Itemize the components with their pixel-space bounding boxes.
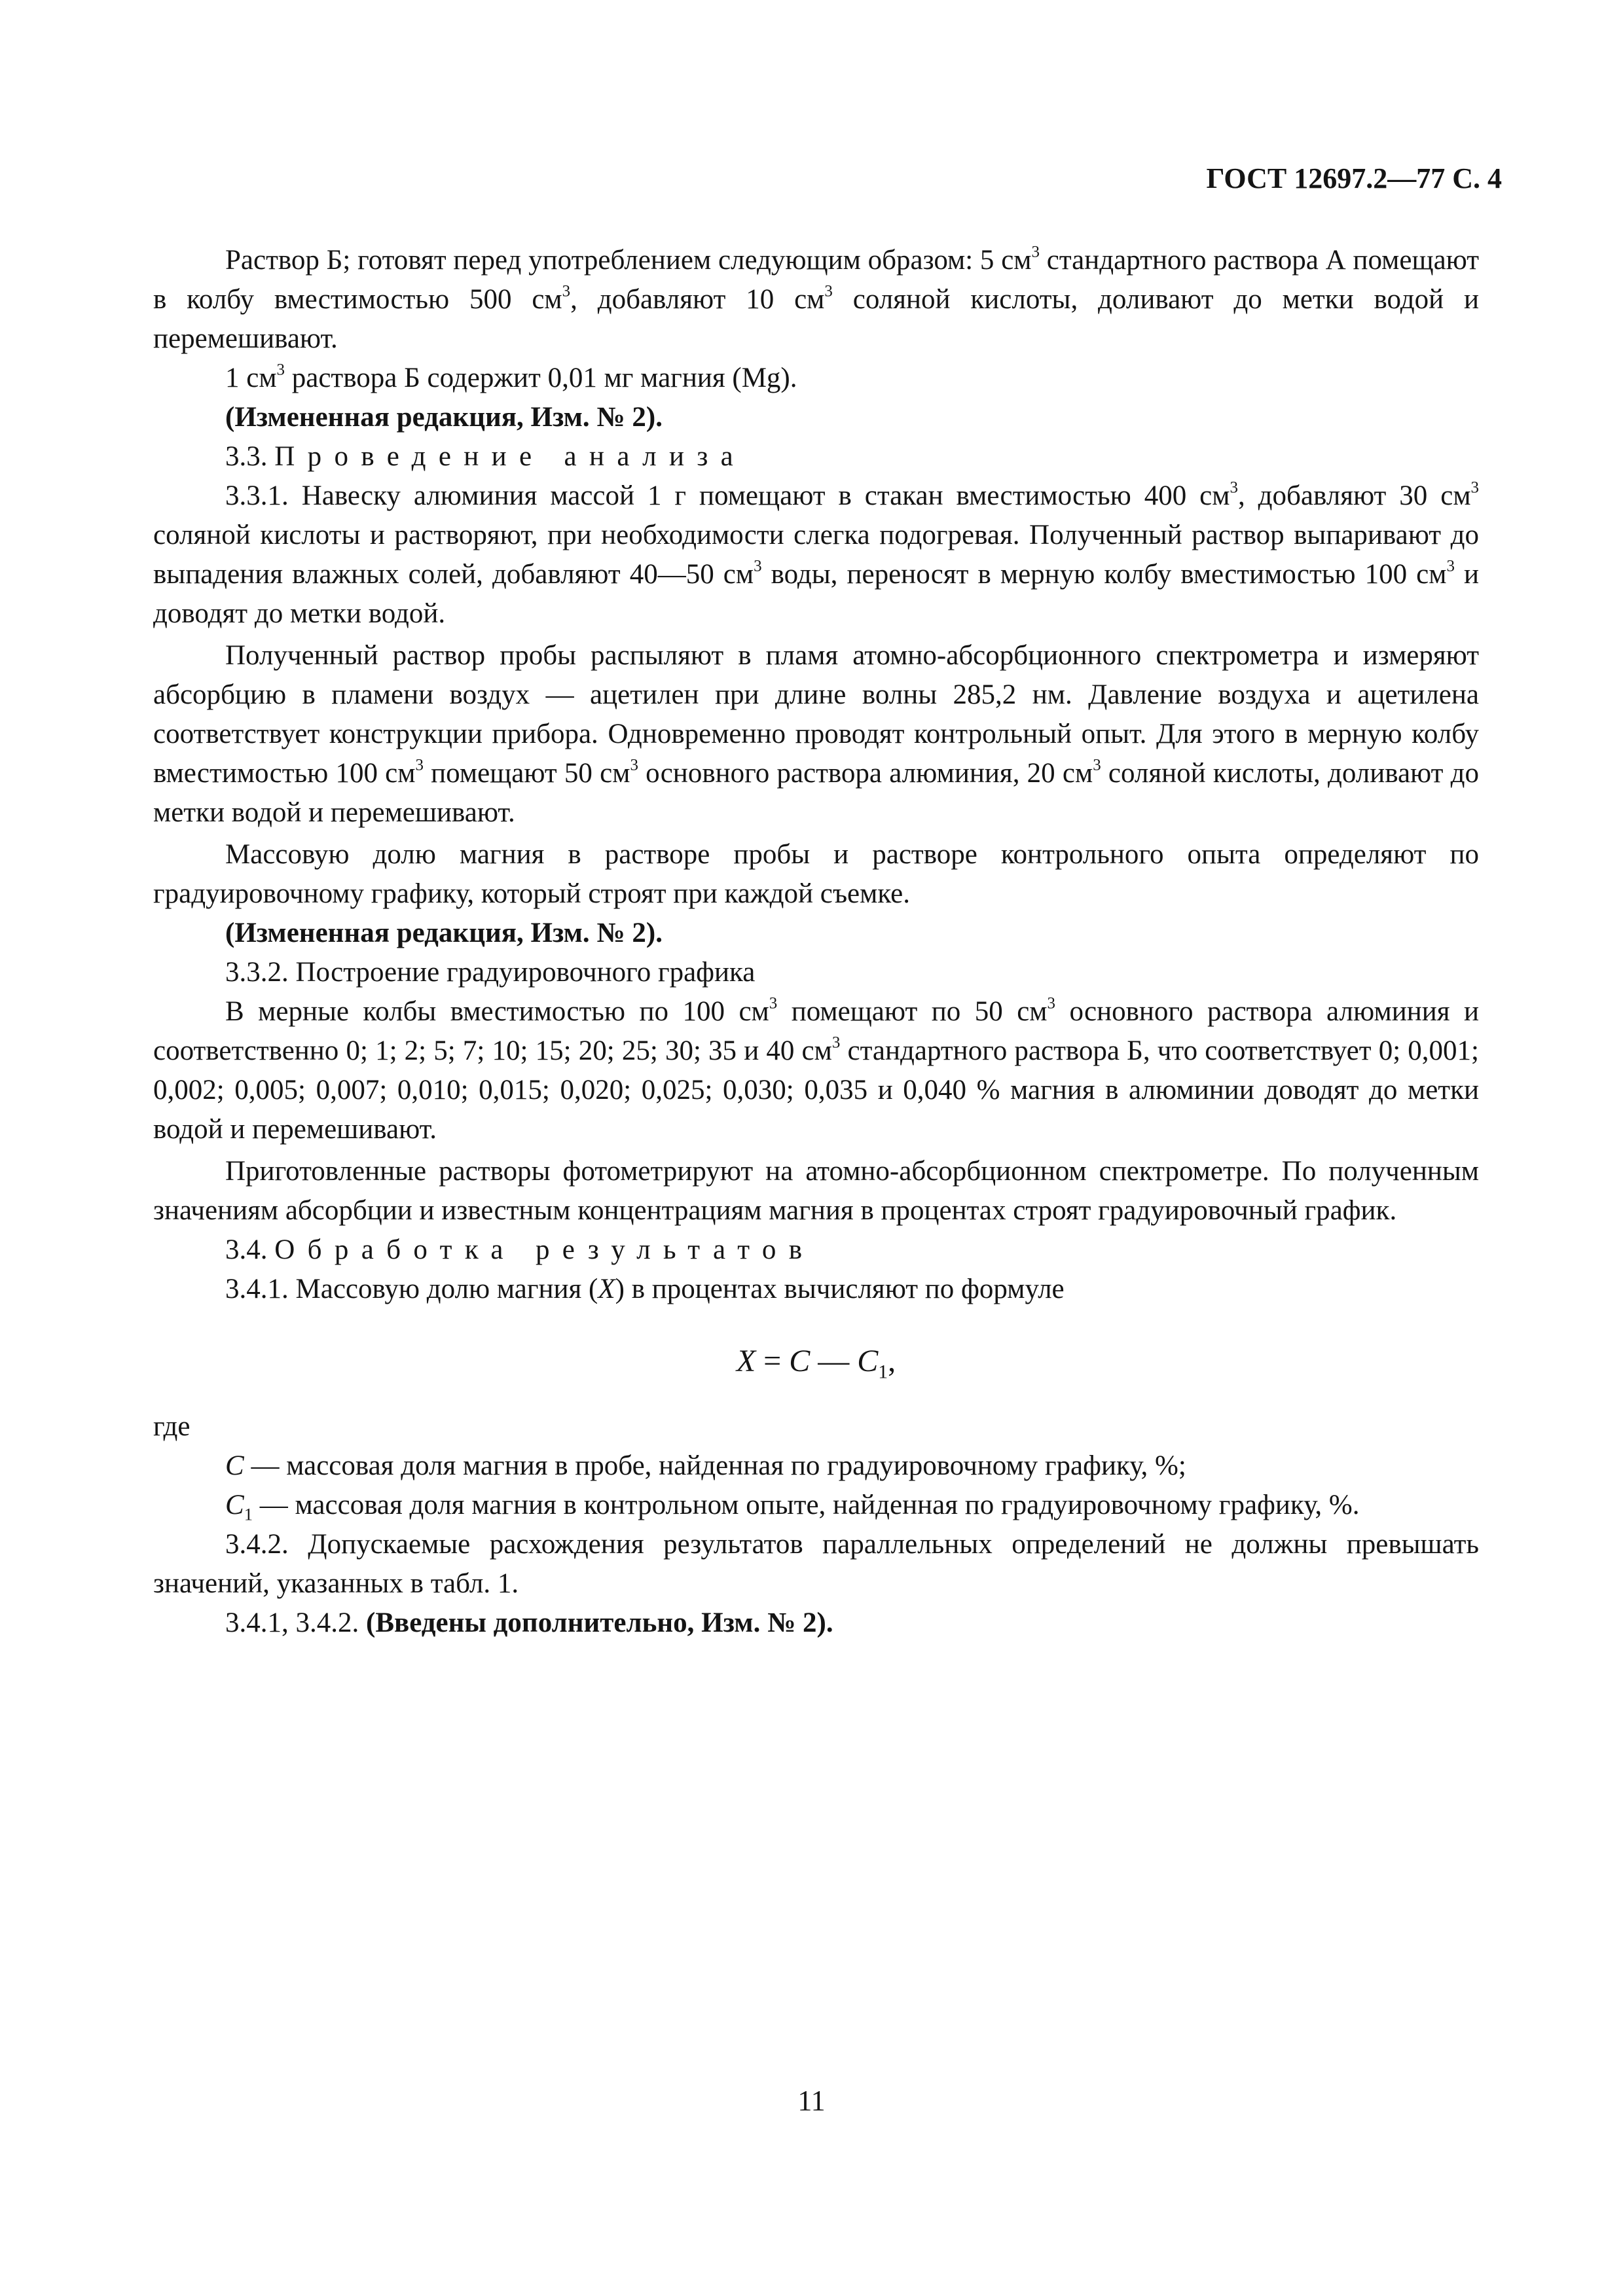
section-heading-3-3-2: 3.3.2. Построение градуировочного графика <box>225 957 756 988</box>
paragraph-spray-sample: Полученный раствор пробы распыляют в пламя атомно-абсорбционного спектрометра и измеряют абсорбцию в пламени воздух — ацетилен при длине волны 285,2 нм. Давление воздуха и ацетилена соответствует конструкции прибора. Одновременно проводят контрольный опыт. Для этого в мерную колбу вместимостью 100 $см^3$ помещают 50 $см^3$ основного раствора алюминия, 20 $см^3$ соляной кислоты, доливают до метки водой и перемешивают. <box>153 640 1480 828</box>
paragraph-mass-fraction: Массовую долю магния в растворе пробы и растворе контрольного опыта определяют по градуировочному графику, который строят при каждой съемке. <box>153 839 1479 909</box>
paragraph-solution-b: Раствор Б; готовят перед употреблением следующим образом: 5 $см^3$ стандартного раствора А помещают в колбу вместимостью 500 $см^3$, добавляют 10 $см^3$ соляной кислоты, доливают до метки водой и перемешивают. <box>153 243 1480 354</box>
paragraph-3-4-2: 3.4.2. Допускаемые расхождения результатов параллельных определений не должны превышать значений, указанных в табл. 1. <box>153 1529 1479 1599</box>
section-heading-3-4: 3.4. Обработка результатов <box>225 1234 815 1265</box>
document-body <box>153 241 1479 1643</box>
legend-c: C — массовая доля магния в пробе, найденная по градуировочному графику, %; <box>225 1450 1186 1481</box>
section-heading-3-3: 3.3. Проведение анализа <box>225 441 746 472</box>
amendment-note: (Измененная редакция, Изм. № 2). <box>225 402 663 433</box>
page-number: 11 <box>797 2085 826 2117</box>
paragraph-3-3-1: 3.3.1. Навеску алюминия массой 1 г помещают в стакан вместимостью 400 $см^3$, добавляют 30 $см^3$ соляной кислоты и растворяют, при необходимости слегка подогревая. Полученный раствор выпаривают до выпадения влажных солей, добавляют 40—50 $см^3$ воды, переносят в мерную колбу вместимостью 100 $см^3$ и доводят до метки водой. <box>153 478 1479 629</box>
legend-c1: $C_1$ — массовая доля магния в контрольном опыте, найденная по градуировочному графику, %. <box>225 1490 1360 1524</box>
paragraph-introduced-note: 3.4.1, 3.4.2. (Введены дополнительно, Изм. № 2). <box>225 1607 833 1638</box>
formula: X = C — $C_1$, <box>736 1344 896 1383</box>
page-header: ГОСТ 12697.2—77 С. 4 <box>1206 162 1502 194</box>
paragraph-3-4-1: 3.4.1. Массовую долю магния (X) в процентах вычисляют по формуле <box>225 1274 1065 1304</box>
paragraph-photometry: Приготовленные растворы фотометрируют на атомно-абсорбционном спектрометре. По полученным значениям абсорбции и известным концентрациям магния в процентах строят градуировочный график. <box>153 1156 1479 1226</box>
paragraph-solution-b-content: 1 $см^3$ раствора Б содержит 0,01 мг магния (Mg). <box>225 361 797 393</box>
paragraph-calibration-solutions: В мерные колбы вместимостью по 100 $см^3$ помещают по 50 $см^3$ основного раствора алюминия и соответственно 0; 1; 2; 5; 7; 10; 15; 20; 25; 30; 35 и 40 $см^3$ стандартного раствора Б, что соответствует 0; 0,001; 0,002; 0,005; 0,007; 0,010; 0,015; 0,020; 0,025; 0,030; 0,035 и 0,040 % магния в алюминии доводят до метки водой и перемешивают. <box>153 994 1480 1145</box>
where-label: где <box>153 1411 191 1442</box>
amendment-note: (Измененная редакция, Изм. № 2). <box>225 918 663 948</box>
